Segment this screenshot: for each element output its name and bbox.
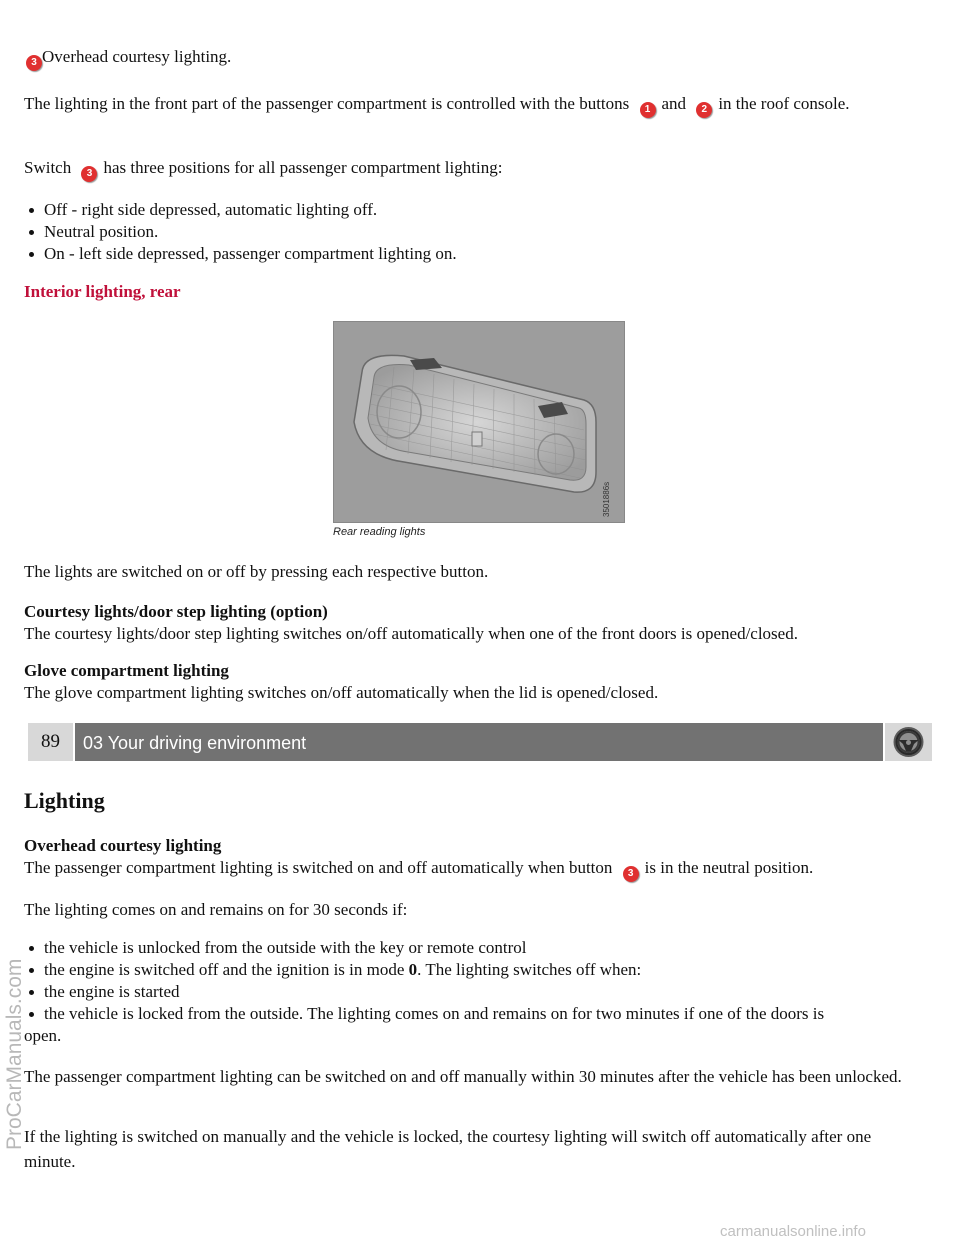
locked-text: If the lighting is switched on manually and the vehicle is locked, the courtesy lighting will switch off automatically after one minute.: [24, 1127, 872, 1171]
list-item: the engine is started: [44, 981, 929, 1003]
page-number: 89: [28, 723, 73, 761]
glove-heading: Glove compartment lighting: [24, 661, 229, 680]
list-item: Off - right side depressed, automatic lighting off.: [44, 199, 924, 221]
reading-light-illustration: [334, 322, 624, 522]
figure-caption: Rear reading lights: [333, 526, 426, 538]
buttons-paragraph: The lighting in the front part of the passenger compartment is controlled with the buttons 1 and 2 in the roof console.: [24, 91, 924, 118]
comes-on-text: The lighting comes on and remains on for 30 seconds if:: [24, 900, 408, 919]
glove-text: The glove compartment lighting switches on/off automatically when the lid is opened/closed.: [24, 683, 659, 702]
list-item: the vehicle is locked from the outside. The lighting comes on and remains on for two minutes if one of the doors is: [44, 1003, 929, 1025]
intro-line: [26, 46, 231, 71]
switch-paragraph: Switch 3 has three positions for all passenger compartment lighting:: [24, 157, 502, 182]
callout-3-badge: 3: [26, 55, 42, 71]
overhead-block: [24, 835, 929, 882]
list-item: the engine is switched off and the ignition is in mode 0. The lighting switches off when:: [44, 959, 929, 981]
courtesy-block: [24, 601, 924, 645]
callout-2-badge: 2: [696, 102, 712, 118]
list-item: the vehicle is unlocked from the outside with the key or remote control: [44, 937, 929, 959]
rear-lighting-heading: Interior lighting, rear: [24, 282, 181, 301]
ignition-mode: 0: [408, 960, 418, 979]
steering-wheel-icon: [885, 723, 932, 761]
figure-code: 3501886s: [602, 481, 611, 517]
callout-3-badge: 3: [81, 166, 97, 182]
courtesy-text: The courtesy lights/door step lighting switches on/off automatically when one of the front doors is opened/closed.: [24, 624, 798, 643]
rear-reading-lights-figure: [333, 321, 625, 540]
conditions-block: [24, 937, 929, 1047]
overhead-subheading: Overhead courtesy lighting: [24, 836, 222, 855]
figure-image: [333, 321, 625, 523]
open-word: open.: [24, 1026, 62, 1045]
section-header-bar: [28, 723, 932, 761]
courtesy-heading: Courtesy lights/door step lighting (option): [24, 602, 328, 621]
intro-title: Overhead courtesy lighting.: [42, 47, 232, 66]
conditions-list: [24, 937, 929, 1025]
watermark-side: ProCarManuals.com: [3, 958, 26, 1150]
lighting-heading: Lighting: [24, 788, 105, 813]
manual-switch-text: The passenger compartment lighting can be switched on and off manually within 30 minutes after the vehicle has been unlocked.: [24, 1067, 902, 1086]
glove-block: [24, 660, 924, 704]
list-item: Neutral position.: [44, 221, 924, 243]
section-title: 03 Your driving environment: [75, 723, 883, 761]
callout-3-badge: 3: [623, 866, 639, 882]
switch-positions-list: [24, 199, 924, 265]
watermark-bottom: carmanualsonline.info: [720, 1223, 866, 1240]
callout-1-badge: 1: [640, 102, 656, 118]
list-item: On - left side depressed, passenger compartment lighting on.: [44, 243, 924, 265]
overhead-auto-text: The passenger compartment lighting is switched on and off automatically when button 3 is in the neutral position.: [24, 857, 929, 882]
buttons-text: The lights are switched on or off by pressing each respective button.: [24, 562, 489, 581]
